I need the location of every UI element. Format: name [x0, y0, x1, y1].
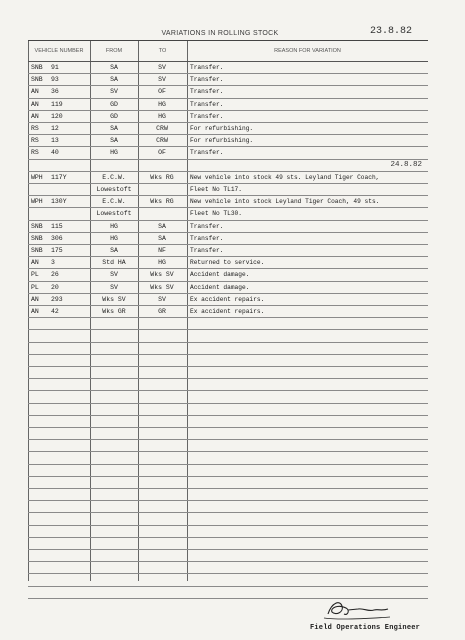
table-row: [28, 391, 428, 403]
vehicle-num: 306: [51, 234, 63, 242]
vehicle-num: 117Y: [51, 173, 67, 181]
vehicle-num: 3: [51, 259, 55, 267]
vehicle-prefix: AN: [31, 100, 39, 108]
from-location: SV: [110, 88, 118, 96]
header-to: TO: [158, 47, 167, 54]
to-location: CRW: [156, 125, 168, 132]
vehicle-prefix: SNB: [31, 234, 43, 242]
to-location: HG: [158, 259, 166, 267]
from-location: SA: [110, 125, 118, 132]
from-location: SA: [110, 76, 118, 84]
vehicle-prefix: RS: [31, 137, 39, 145]
vehicle-prefix: AN: [31, 259, 39, 267]
to-location: NF: [158, 247, 166, 254]
to-location: [138, 208, 186, 220]
vehicle-prefix: AN: [31, 88, 39, 96]
reason-text: Fleet No TL30.: [190, 210, 242, 218]
to-location: [138, 184, 186, 196]
reason-text: For refurbishing.: [190, 125, 254, 132]
reason-text: Transfer.: [190, 100, 224, 108]
reason-text: Transfer.: [190, 112, 224, 120]
table-row: [28, 160, 428, 172]
from-location: Wks SV: [102, 295, 126, 303]
table-row: [28, 282, 428, 294]
from-location: SV: [110, 283, 118, 291]
table-row: [28, 196, 428, 208]
reason-text: Returned to service.: [190, 259, 265, 267]
vehicle-prefix: WPH: [31, 173, 43, 181]
vehicle-number: [31, 282, 89, 294]
table-row: [28, 477, 428, 489]
to-location: SV: [158, 295, 166, 303]
vehicle-prefix: RS: [31, 125, 39, 132]
from-location: E.C.W.: [102, 198, 126, 206]
to-location: SA: [158, 222, 166, 230]
table-row: [28, 330, 428, 342]
table-row: [28, 111, 428, 123]
vehicle-prefix: RS: [31, 149, 39, 157]
reason-text: Fleet No TL17.: [190, 186, 242, 193]
vehicle-prefix: PL: [31, 271, 39, 279]
to-location: CRW: [156, 137, 168, 145]
vehicle-prefix: AN: [31, 295, 39, 303]
from-location: SA: [110, 64, 118, 71]
rolling-stock-table: [28, 41, 428, 581]
from-location: Lowestoft: [96, 186, 132, 193]
vehicle-number: [31, 62, 89, 74]
signature: [318, 596, 398, 622]
table-row: [28, 184, 428, 196]
from-location: HG: [110, 234, 118, 242]
header-reason: REASON FOR VARIATION: [274, 47, 341, 54]
vehicle-num: 293: [51, 295, 63, 303]
table-row: [28, 562, 428, 574]
vehicle-number: [31, 245, 89, 257]
from-location: SA: [110, 137, 118, 145]
vehicle-number: [31, 135, 89, 147]
reason-text: New vehicle into stock Leyland Tiger Coach, 49 sts.: [190, 198, 380, 206]
table-row: [28, 440, 428, 452]
to-location: HG: [158, 112, 166, 120]
table-row: [28, 221, 428, 233]
header-vehicle-number: VEHICLE NUMBER: [34, 47, 84, 54]
table-row: [28, 318, 428, 330]
vehicle-prefix: SNB: [31, 76, 43, 84]
table-row: [28, 269, 428, 281]
table-row: [28, 135, 428, 147]
vehicle-num: 40: [51, 149, 59, 157]
from-location: SV: [110, 271, 118, 279]
vehicle-number: [31, 196, 89, 208]
vehicle-num: 93: [51, 76, 59, 84]
table-row: [28, 99, 428, 111]
table-row: [28, 86, 428, 98]
vehicle-num: 12: [51, 125, 59, 132]
reason-text: Transfer.: [190, 88, 224, 96]
table-row: [28, 245, 428, 257]
table-row: [28, 513, 428, 525]
vehicle-number: [31, 111, 89, 123]
from-location: Std HA: [102, 259, 126, 267]
vehicle-num: 26: [51, 271, 59, 279]
vehicle-prefix: AN: [31, 112, 39, 120]
reason-text: Transfer.: [190, 149, 224, 157]
vehicle-number: [31, 208, 89, 220]
table-row: [28, 257, 428, 269]
date-handwritten: 24.8.82: [390, 160, 422, 169]
table-row: [28, 538, 428, 550]
to-location: Wks RG: [150, 198, 174, 206]
to-location: GR: [158, 308, 166, 315]
reason-text: Accident damage.: [190, 271, 250, 279]
table-row: [28, 147, 428, 159]
table-row: [28, 123, 428, 135]
table-row: [28, 404, 428, 416]
to-location: Wks RG: [150, 173, 174, 181]
vehicle-number: [31, 147, 89, 159]
vehicle-number: [31, 294, 89, 306]
from-location: Lowestoft: [96, 210, 132, 218]
to-location: OF: [158, 149, 166, 157]
date-handwritten: 23.8.82: [370, 26, 413, 37]
to-location: HG: [158, 100, 166, 108]
to-location: Wks SV: [150, 283, 174, 291]
reason-text: Ex accident repairs.: [190, 295, 265, 303]
reason-text: Transfer.: [190, 222, 224, 230]
vehicle-number: [31, 99, 89, 111]
table-row: [28, 62, 428, 74]
vehicle-number: [31, 221, 89, 233]
vehicle-number: [31, 123, 89, 135]
vehicle-number: [31, 306, 89, 318]
table-row: [28, 379, 428, 391]
table-row: [28, 306, 428, 318]
to-location: SV: [158, 76, 166, 84]
vehicle-number: [31, 184, 89, 196]
reason-text: Transfer.: [190, 76, 224, 84]
vehicle-num: 36: [51, 88, 59, 96]
table-row: [28, 489, 428, 501]
table-row: [28, 574, 428, 586]
signatory-title: Field Operations Engineer: [310, 624, 421, 632]
vehicle-number: [31, 172, 89, 184]
from-location: HG: [110, 149, 118, 157]
vehicle-prefix: SNB: [31, 247, 43, 254]
to-location: SV: [158, 64, 166, 71]
reason-text: For refurbishing.: [190, 137, 254, 145]
vehicle-num: 120: [51, 112, 63, 120]
from-location: E.C.W.: [102, 173, 126, 181]
reason-text: Transfer.: [190, 247, 224, 254]
table-row: [28, 465, 428, 477]
reason-text: Ex accident repairs.: [190, 308, 265, 315]
vehicle-number: [31, 86, 89, 98]
vehicle-num: 20: [51, 283, 59, 291]
header-from: FROM: [105, 47, 123, 54]
vehicle-prefix: SNB: [31, 222, 43, 230]
from-location: SA: [110, 247, 118, 254]
reason-text: New vehicle into stock 49 sts. Leyland Tiger Coach,: [190, 173, 380, 181]
table-row: [28, 501, 428, 513]
vehicle-num: 42: [51, 308, 59, 315]
table-row: [28, 208, 428, 220]
table-row: [28, 294, 428, 306]
to-location: OF: [158, 88, 166, 96]
from-location: GD: [110, 112, 118, 120]
vehicle-prefix: WPH: [31, 198, 43, 206]
vehicle-prefix: AN: [31, 308, 39, 315]
table-row: [28, 233, 428, 245]
document-title: VARIATIONS IN ROLLING STOCK: [161, 30, 279, 37]
table-row: [28, 416, 428, 428]
table-row: [28, 428, 428, 440]
vehicle-num: 91: [51, 64, 59, 71]
table-row: [28, 355, 428, 367]
from-location: HG: [110, 222, 118, 230]
table-row: [28, 74, 428, 86]
reason-text: Transfer.: [190, 234, 224, 242]
vehicle-prefix: PL: [31, 283, 39, 291]
to-location: SA: [158, 234, 166, 242]
table-row: [28, 343, 428, 355]
to-location: Wks SV: [150, 271, 174, 279]
table-row: [28, 367, 428, 379]
vehicle-number: [31, 257, 89, 269]
vehicle-prefix: SNB: [31, 64, 43, 71]
table-row: [28, 550, 428, 562]
vehicle-num: 13: [51, 137, 59, 145]
table-row: [28, 526, 428, 538]
vehicle-number: [31, 233, 89, 245]
vehicle-num: 115: [51, 222, 63, 230]
from-location: Wks GR: [102, 308, 126, 315]
vehicle-number: [31, 269, 89, 281]
from-location: GD: [110, 100, 118, 108]
table-row: [28, 172, 428, 184]
reason-text: Transfer.: [190, 64, 224, 71]
vehicle-num: 175: [51, 247, 63, 254]
vehicle-num: 130Y: [51, 198, 67, 206]
vehicle-number: [31, 74, 89, 86]
reason-text: Accident damage.: [190, 283, 250, 291]
table-row: [28, 452, 428, 464]
vehicle-num: 119: [51, 100, 63, 108]
